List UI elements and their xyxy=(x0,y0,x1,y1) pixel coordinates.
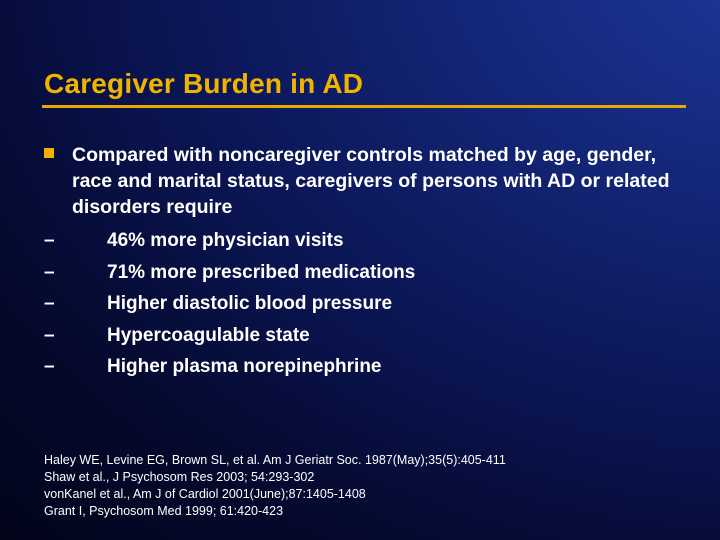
sub-bullet-text: Higher diastolic blood pressure xyxy=(107,293,393,314)
sub-bullet-text: 71% more prescribed medications xyxy=(107,261,416,283)
dash-icon: – xyxy=(44,230,55,251)
dash-icon: – xyxy=(44,293,55,314)
title-underline xyxy=(42,105,686,108)
sub-bullet-item xyxy=(44,228,644,260)
sub-bullet-text: Hypercoagulable state xyxy=(107,324,310,346)
main-bullet-text: Compared with noncaregiver controls matched by age, gender, race and marital status, caregivers of persons with AD or related disorders require xyxy=(72,144,670,218)
sub-bullet-text: 46% more physician visits xyxy=(107,230,344,251)
bullet-square-icon xyxy=(44,148,54,158)
references xyxy=(44,452,684,520)
dash-icon: – xyxy=(44,261,55,283)
dash-icon: – xyxy=(44,356,55,377)
reference-line: vonKanel et al., Am J of Cardiol 2001(June);87:1405-1408 xyxy=(44,487,366,501)
slide-title: Caregiver Burden in AD xyxy=(44,68,364,99)
reference-line: Haley WE, Levine EG, Brown SL, et al. Am J Geriatr Soc. 1987(May);35(5):405-411 xyxy=(44,453,506,467)
sub-bullet-list xyxy=(44,228,644,386)
reference-line: Grant I, Psychosom Med 1999; 61:420-423 xyxy=(44,504,284,518)
sub-bullet-item xyxy=(44,291,644,323)
sub-bullet-text: Higher plasma norepinephrine xyxy=(107,356,382,377)
reference-line: Shaw et al., J Psychosom Res 2003; 54:293-302 xyxy=(44,470,315,484)
sub-bullet-item xyxy=(44,323,644,355)
sub-bullet-item xyxy=(44,260,644,292)
dash-icon: – xyxy=(44,324,55,346)
sub-bullet-item xyxy=(44,354,644,386)
